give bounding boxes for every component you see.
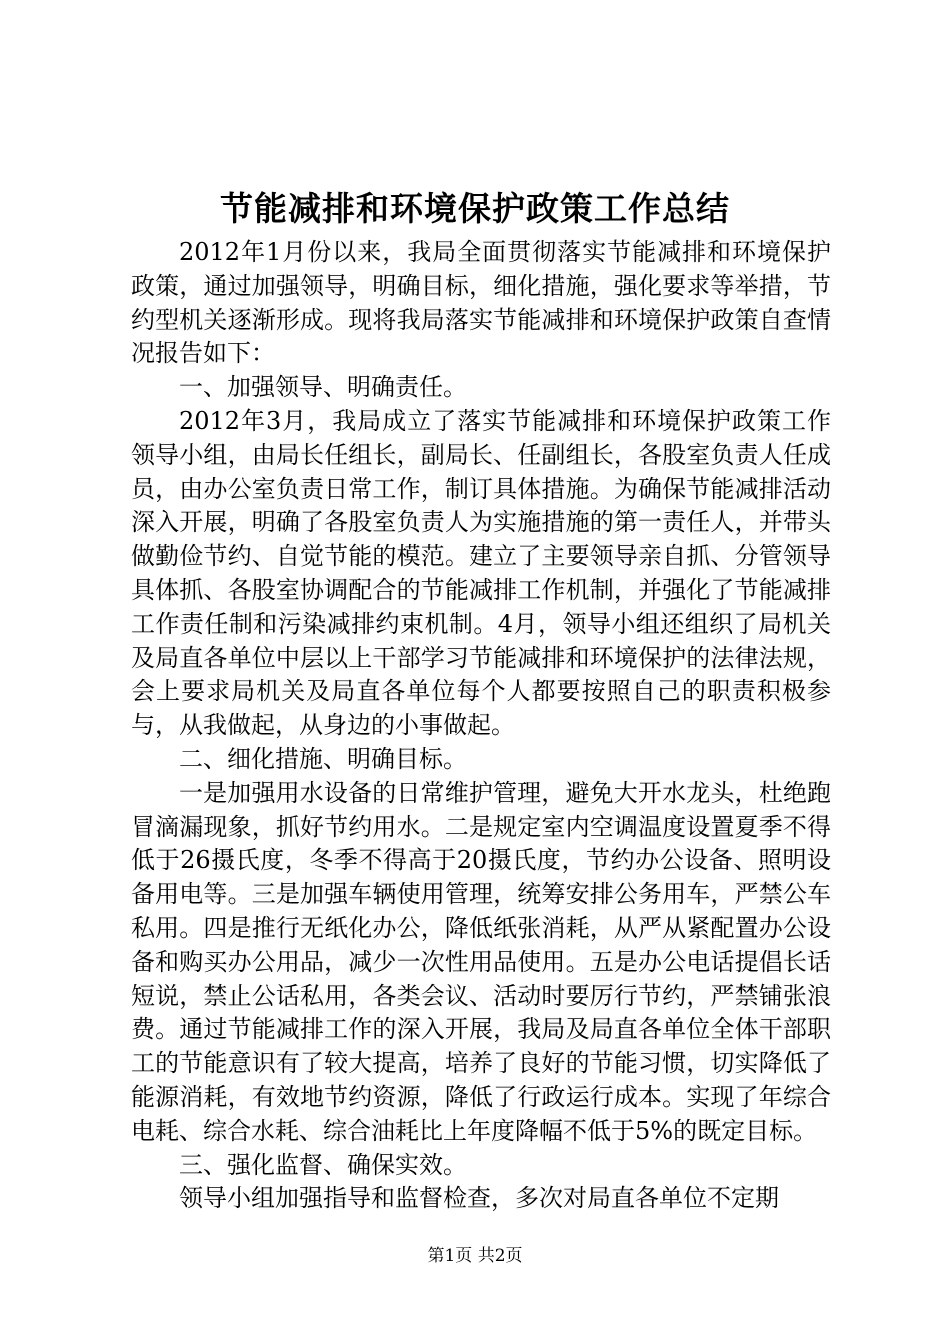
document-body (131, 236, 831, 1216)
paragraph-section-1: 2012年3月，我局成立了落实节能减排和环境保护政策工作领导小组，由局长任组长，副局长、任副组长，各股室负责人任成员，由办公室负责日常工作，制订具体措施。为确保节能减排活动深入开展，明确了各股室负责人为实施措施的第一责任人，并带头做勤俭节约、自觉节能的模范。建立了主要领导亲自抓、分管领导具体抓、各股室协调配合的节能减排工作机制，并强化了节能减排工作责任制和污染减排约束机制。4月，领导小组还组织了局机关及局直各单位中层以上干部学习节能减排和环境保护的法律法规，会上要求局机关及局直各单位每个人都要按照自己的职责积极参与，从我做起，从身边的小事做起。 (131, 406, 831, 740)
section-heading-1: 一、加强领导、明确责任。 (179, 373, 467, 402)
document-title: 节能减排和环境保护政策工作总结 (220, 189, 730, 228)
section-heading-2: 二、细化措施、明确目标。 (179, 744, 467, 773)
paragraph-intro: 2012年1月份以来，我局全面贯彻落实节能减排和环境保护政策，通过加强领导，明确目标，细化措施，强化要求等举措，节约型机关逐渐形成。现将我局落实节能减排和环境保护政策自查情况报告如下： (131, 238, 831, 368)
page-footer: 第1页 共2页 (427, 1246, 523, 1266)
paragraph-section-3: 领导小组加强指导和监督检查，多次对局直各单位不定期 (179, 1184, 779, 1213)
paragraph-section-2: 一是加强用水设备的日常维护管理，避免大开水龙头，杜绝跑冒滴漏现象，抓好节约用水。二是规定室内空调温度设置夏季不得低于26摄氏度，冬季不得高于20摄氏度，节约办公设备、照明设备用电等。三是加强车辆使用管理，统筹安排公务用车，严禁公车私用。四是推行无纸化办公，降低纸张消耗，从严从紧配置办公设备和购买办公用品，减少一次性用品使用。五是办公电话提倡长话短说，禁止公话私用，各类会议、活动时要厉行节约，严禁铺张浪费。通过节能减排工作的深入开展，我局及局直各单位全体干部职工的节能意识有了较大提高，培养了良好的节能习惯，切实降低了能源消耗，有效地节约资源，降低了行政运行成本。实现了年综合电耗、综合水耗、综合油耗比上年度降幅不低于5%的既定目标。 (131, 778, 831, 1145)
section-heading-3: 三、强化监督、确保实效。 (179, 1150, 467, 1179)
